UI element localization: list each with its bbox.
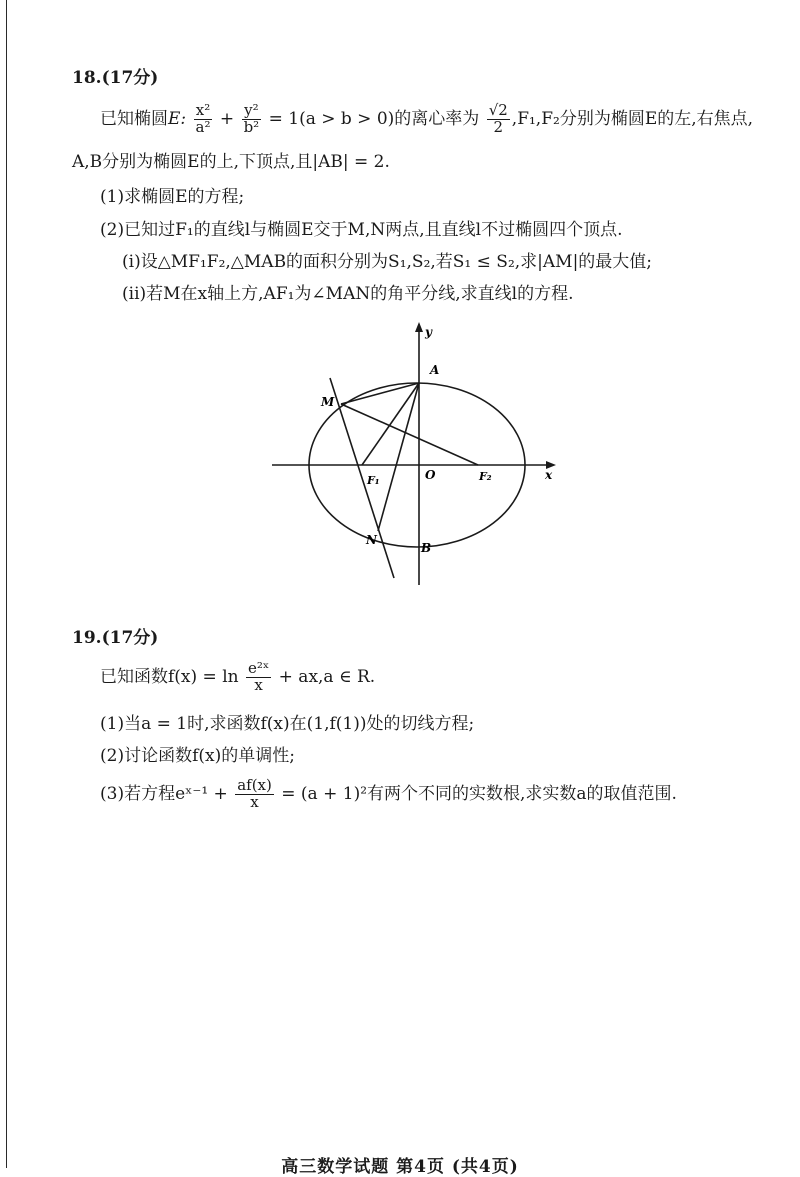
q19-part3-text: (3)若方程eˣ⁻¹ + (100, 783, 228, 804)
q18-heading: 18.(17分) (72, 68, 159, 88)
ecc-numerator: √2 (488, 101, 508, 119)
label-F2: F₂ (479, 470, 492, 483)
q18-line2: A,B分别为椭圆E的上,下顶点,且|AB| = 2. (72, 152, 390, 172)
q19-part2: (2)讨论函数f(x)的单调性; (100, 746, 295, 766)
plus-sign: + (219, 108, 235, 129)
q19-part3-denominator: x (250, 792, 259, 811)
q18-part2: (2)已知过F₁的直线l与椭圆E交于M,N两点,且直线l不过椭圆四个顶点. (100, 220, 623, 240)
segment-MF2 (341, 404, 478, 465)
x2-denominator: a² (195, 117, 211, 136)
ellipse-label: E: (168, 108, 187, 129)
line-l (330, 378, 394, 578)
label-M: M (321, 395, 335, 409)
q19-denominator: x (254, 675, 263, 694)
y-axis-arrow (415, 322, 423, 332)
q19-intro-line (100, 661, 375, 694)
y2-numerator: y² (244, 101, 259, 119)
label-F1: F₁ (367, 474, 380, 487)
label-B: B (421, 541, 432, 555)
q19-numerator: e²ˣ (248, 659, 270, 677)
q18-part2-i: (i)设△MF₁F₂,△MAB的面积分别为S₁,S₂,若S₁ ≤ S₂,求|AM|的最大值; (122, 252, 653, 272)
q19-fraction (246, 661, 271, 694)
q18-part1: (1)求椭圆E的方程; (100, 187, 245, 207)
label-x: x (545, 468, 553, 482)
q18-intro-text: 已知椭圆 (100, 108, 168, 129)
q19-intro-text: 已知函数f(x) = ln (100, 666, 239, 687)
page-footer: 高三数学试题 第4页 (共4页) (281, 1157, 519, 1177)
x2-numerator: x² (195, 101, 211, 119)
q18-intro-tail: ,F₁,F₂分别为椭圆E的左,右焦点, (511, 108, 754, 129)
q19-part3-numerator: af(x) (237, 776, 272, 794)
q19-part3-fraction (235, 778, 274, 811)
q19-part3-line (100, 778, 677, 811)
q19-part1: (1)当a = 1时,求函数f(x)在(1,f(1))处的切线方程; (100, 714, 475, 734)
q19-heading: 19.(17分) (72, 628, 159, 648)
label-A: A (430, 363, 440, 377)
eq-condition: = 1(a > b > 0)的离心率为 (268, 108, 480, 129)
ecc-denominator: 2 (493, 117, 504, 136)
q19-part3-tail: = (a + 1)²有两个不同的实数根,求实数a的取值范围. (281, 783, 677, 804)
label-N: N (366, 533, 377, 547)
label-O: O (425, 468, 436, 482)
segment-AN (378, 383, 419, 531)
q19-intro-tail: + ax,a ∈ R. (278, 666, 376, 687)
label-y: y (425, 325, 432, 339)
y2-denominator: b² (243, 117, 260, 136)
q18-part2-ii: (ii)若M在x轴上方,AF₁为∠MAN的角平分线,求直线l的方程. (122, 284, 574, 304)
